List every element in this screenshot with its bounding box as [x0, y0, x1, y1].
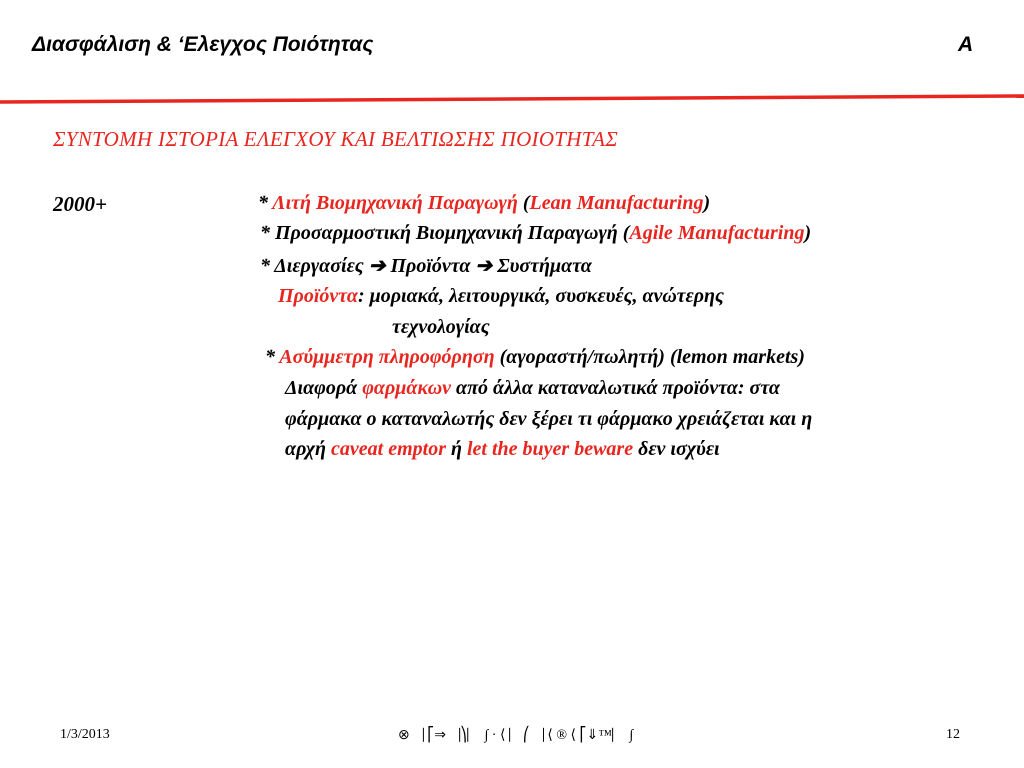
year-label: 2000+: [53, 192, 107, 216]
arrow-right-icon: ➔: [368, 255, 386, 277]
caveat-line: αρχή caveat emptor ή let the buyer beware δεν ισχύει: [285, 438, 720, 460]
drugs-word: φαρμάκων: [362, 377, 452, 399]
products-line: Προϊόντα: μοριακά, λειτουργικά, συσκευές, ανώτερης: [278, 285, 724, 307]
caveat-emptor: caveat emptor: [331, 438, 446, 460]
page-number: 12: [946, 727, 960, 742]
lean-english: Lean Manufacturing: [529, 192, 704, 214]
lean-greek: Λιτή Βιομηχανική Παραγωγή: [272, 192, 518, 214]
bullet-star: *: [258, 192, 273, 214]
asymmetric-label: Ασύμμετρη πληροφόρηση: [279, 346, 495, 368]
header-divider: [0, 94, 1024, 104]
slide-header-title: Διασφάλιση & ‘Ελεγχος Ποιότητας: [32, 33, 374, 56]
products-label: Προϊόντα: [278, 285, 358, 307]
products-line-cont: τεχνολογίας: [392, 316, 490, 338]
buyer-beware: let the buyer beware: [466, 438, 634, 460]
footer-center-text: ⊗⎹ ⎡⇒⎹⎞⎸ ∫ · ⟨ ⎸⎛⎹ ⟨ ® ⟨ ⎡⇓™⎸ ∫: [398, 728, 634, 743]
arrow-right-icon: ➔: [475, 255, 493, 277]
bullet-lean: * Λιτή Βιομηχανική Παραγωγή (Lean Manufacturing): [258, 192, 711, 214]
bullet-processes: * Διεργασίες ➔ Προϊόντα ➔ Συστήματα: [260, 255, 592, 277]
drugs-line: Διαφορά φαρμάκων από άλλα καταναλωτικά προϊόντα: στα: [285, 377, 780, 399]
agile-english: Agile Manufacturing: [629, 222, 805, 244]
slide-heading: ΣΥΝΤΟΜΗ ΙΣΤΟΡΙΑ ΕΛΕΓΧΟΥ ΚΑΙ ΒΕΛΤΙΩΣΗΣ ΠΟΙΟΤΗΤΑΣ: [53, 127, 619, 151]
bullet-agile: * Προσαρμοστική Βιομηχανική Παραγωγή (Agile Manufacturing): [260, 222, 812, 244]
footer-date: 1/3/2013: [60, 727, 110, 742]
drugs-line-2: φάρμακα ο καταναλωτής δεν ξέρει τι φάρμακο χρειάζεται και η: [285, 408, 813, 430]
bullet-asymmetric: * Ασύμμετρη πληροφόρηση (αγοραστή/πωλητή) (lemon markets): [265, 346, 805, 368]
section-letter: Α: [958, 33, 974, 56]
